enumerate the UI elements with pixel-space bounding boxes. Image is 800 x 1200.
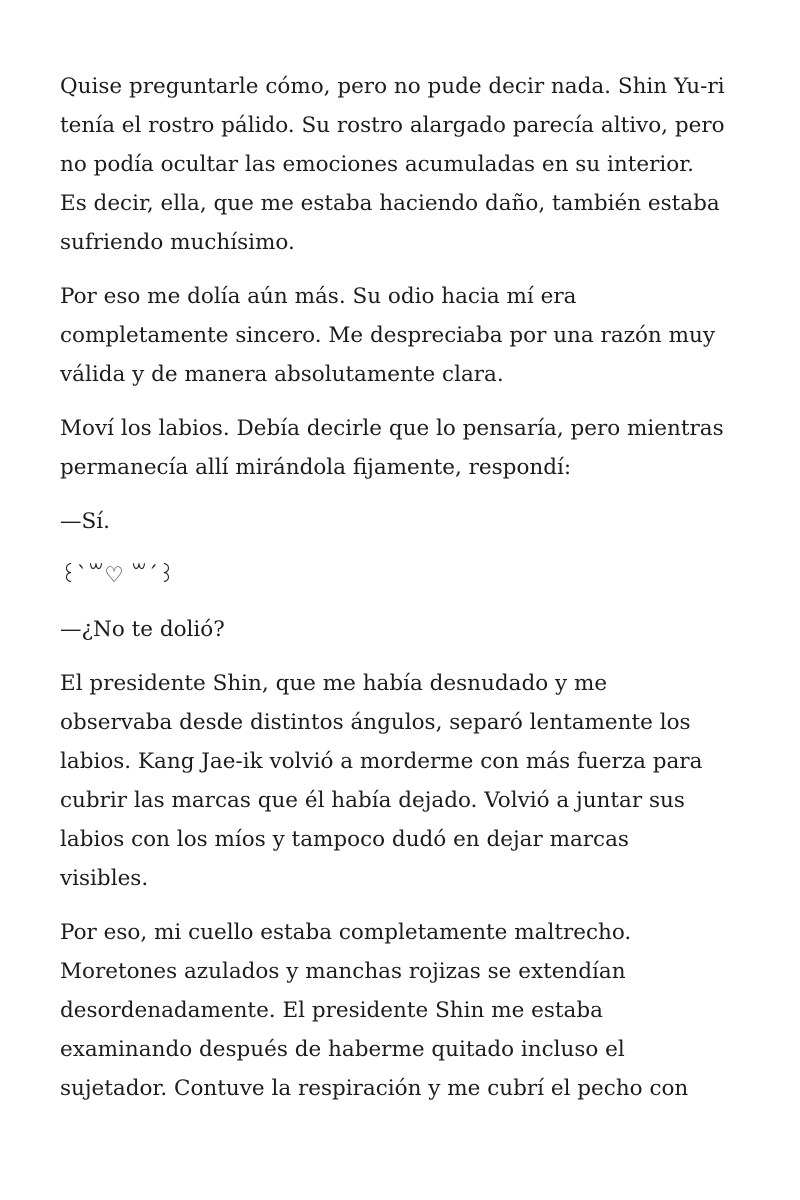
dialogue-line-si: —Sí. xyxy=(60,509,110,534)
paragraph-7: El presidente Shin, que me había desnudado y me observaba desde distintos ángulos, separó lentamente los labios. Kang Jae-ik volvió a morderme con más fuerza para cubrir las marcas que él había dejado. Volvió a juntar sus labios con los míos y tampoco dudó en dejar marcas visibles. xyxy=(60,671,703,891)
dialogue-line-no-te-dolio: —¿No te dolió? xyxy=(60,617,225,642)
paragraph-1: Quise preguntarle cómo, pero no pude decir nada. Shin Yu-ri tenía el rostro pálido. Su rostro alargado parecía altivo, pero no podía ocultar las emociones acumuladas en su interior. Es decir, ella, que me estaba haciendo daño, también estaba sufriendo muchísimo. xyxy=(60,74,725,255)
paragraph-8: Por eso, mi cuello estaba completamente maltrecho. Moretones azulados y manchas rojizas se extendían desordenadamente. El presidente Shin me estaba examinando después de haberme quitado incluso el sujetador. Contuve la respiración y me cubrí el pecho con xyxy=(60,920,689,1101)
paragraph-3: Moví los labios. Debía decirle que lo pensaría, pero mientras permanecía allí mirándola fijamente, respondí: xyxy=(60,416,724,480)
paragraph-2: Por eso me dolía aún más. Su odio hacia mí era completamente sincero. Me despreciaba por una razón muy válida y de manera absolutamente clara. xyxy=(60,284,715,387)
scene-break-ornament: ꒰`꒳♡ ꒳´꒱ xyxy=(60,563,175,588)
